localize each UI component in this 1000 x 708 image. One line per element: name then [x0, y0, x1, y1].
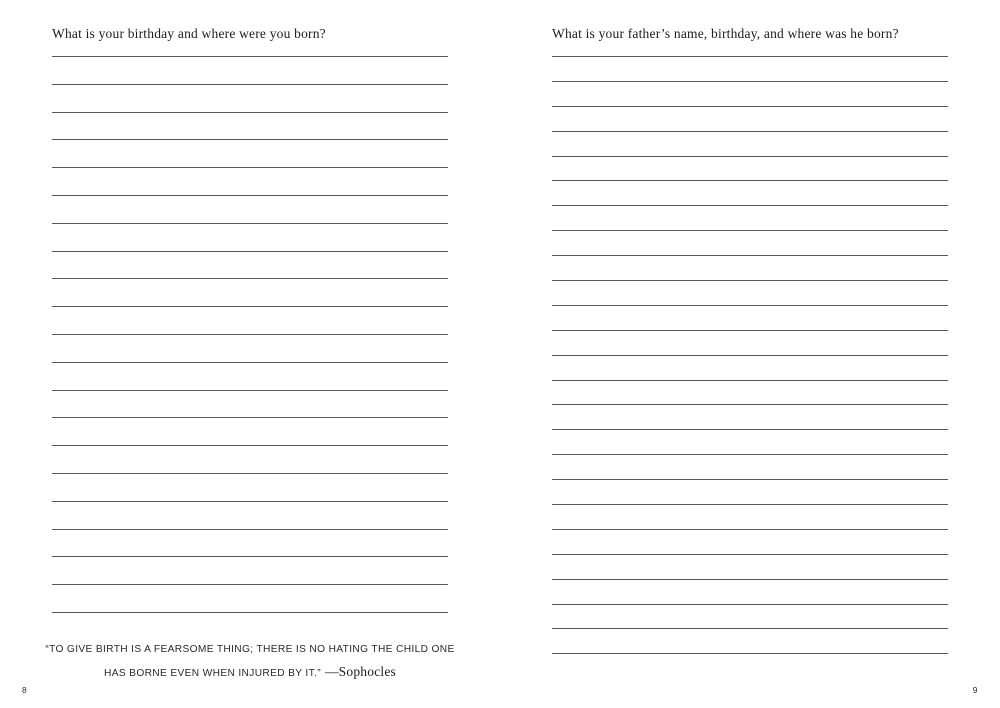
writing-line[interactable]	[52, 334, 448, 335]
writing-line[interactable]	[52, 612, 448, 613]
writing-line[interactable]	[52, 584, 448, 585]
page-number-left: 8	[22, 685, 28, 695]
writing-line[interactable]	[52, 223, 448, 224]
writing-line[interactable]	[52, 195, 448, 196]
writing-line[interactable]	[552, 180, 948, 181]
writing-line[interactable]	[552, 230, 948, 231]
writing-line[interactable]	[552, 106, 948, 107]
writing-line[interactable]	[552, 529, 948, 530]
right-page-writing-lines[interactable]	[552, 56, 948, 654]
writing-line[interactable]	[552, 554, 948, 555]
writing-line[interactable]	[552, 355, 948, 356]
writing-line[interactable]	[52, 139, 448, 140]
writing-line[interactable]	[52, 306, 448, 307]
writing-line[interactable]	[552, 504, 948, 505]
writing-line[interactable]	[52, 390, 448, 391]
writing-line[interactable]	[552, 81, 948, 82]
writing-line[interactable]	[52, 556, 448, 557]
right-page-prompt: What is your father’s name, birthday, and where was he born?	[552, 26, 899, 41]
writing-line[interactable]	[52, 112, 448, 113]
writing-line[interactable]	[52, 417, 448, 418]
left-page-prompt: What is your birthday and where were you born?	[52, 26, 326, 41]
writing-line[interactable]	[552, 255, 948, 256]
writing-line[interactable]	[52, 473, 448, 474]
page-number-right: 9	[972, 685, 978, 695]
writing-line[interactable]	[552, 653, 948, 654]
writing-line[interactable]	[552, 404, 948, 405]
writing-line[interactable]	[52, 251, 448, 252]
quote-attribution: —Sophocles	[324, 664, 396, 679]
writing-line[interactable]	[552, 156, 948, 157]
writing-line[interactable]	[52, 501, 448, 502]
writing-line[interactable]	[52, 278, 448, 279]
writing-line[interactable]	[552, 131, 948, 132]
writing-line[interactable]	[552, 604, 948, 605]
writing-line[interactable]	[552, 380, 948, 381]
writing-line[interactable]	[552, 280, 948, 281]
writing-line[interactable]	[52, 167, 448, 168]
left-page-writing-lines[interactable]	[52, 56, 448, 613]
right-page	[500, 0, 1000, 708]
writing-line[interactable]	[52, 56, 448, 57]
writing-line[interactable]	[552, 579, 948, 580]
writing-line[interactable]	[552, 330, 948, 331]
writing-line[interactable]	[52, 362, 448, 363]
writing-line[interactable]	[52, 445, 448, 446]
writing-line[interactable]	[52, 529, 448, 530]
writing-line[interactable]	[52, 84, 448, 85]
quote-text: “TO GIVE BIRTH IS A FEARSOME THING; THERE IS NO HATING THE CHILD ONE HAS BORNE EVEN WHEN INJURED BY IT.”	[45, 644, 455, 679]
right-page-content	[500, 0, 1000, 708]
writing-line[interactable]	[552, 454, 948, 455]
writing-line[interactable]	[552, 305, 948, 306]
quote-block	[40, 636, 460, 684]
writing-line[interactable]	[552, 205, 948, 206]
writing-line[interactable]	[552, 628, 948, 629]
writing-line[interactable]	[552, 429, 948, 430]
writing-line[interactable]	[552, 56, 948, 57]
writing-line[interactable]	[552, 479, 948, 480]
